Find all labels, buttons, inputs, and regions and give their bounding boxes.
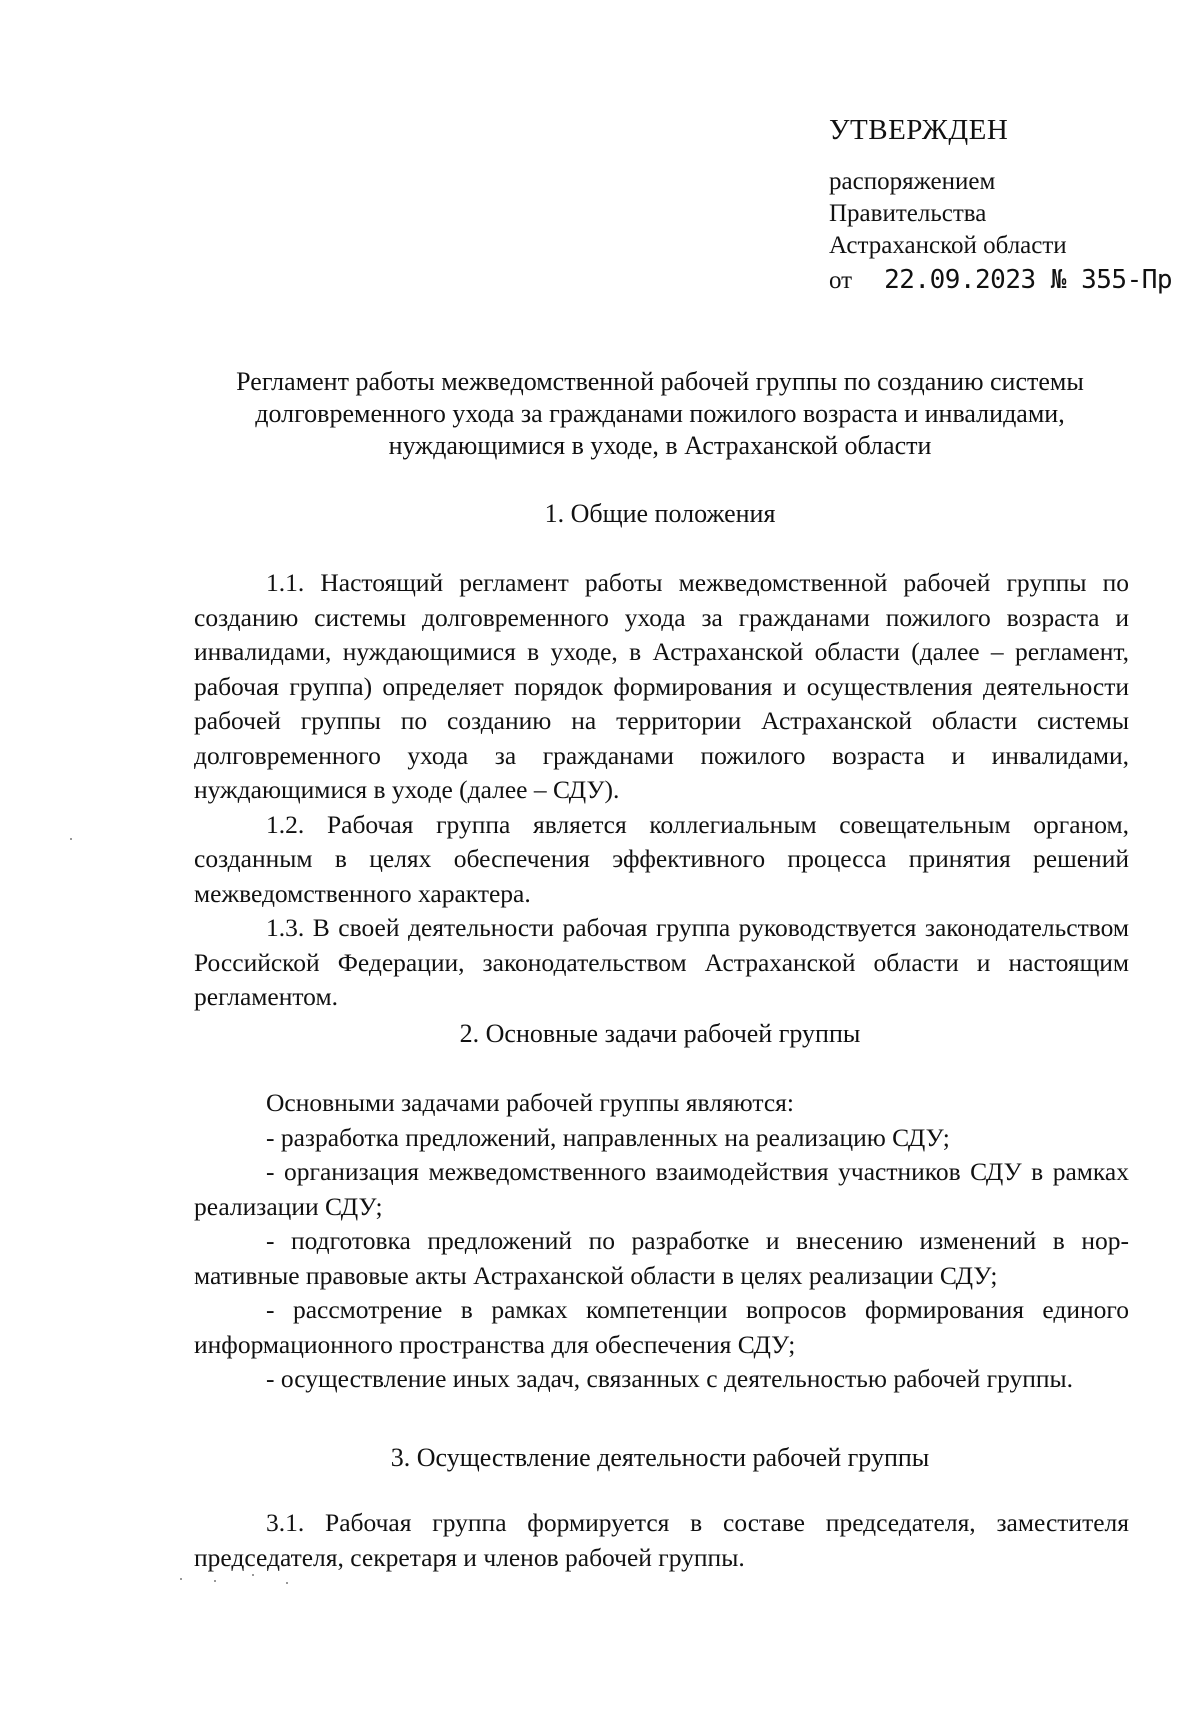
scan-speck: [214, 1580, 216, 1582]
date-prefix: от: [829, 267, 853, 294]
list-item: - разработка предложений, направленных на реализацию СДУ;: [266, 1122, 950, 1152]
list-item: - организация межведомственного взаимодействия участников СДУ в рамках реализации СДУ;: [194, 1157, 1129, 1221]
document-title-line: Регламент работы межведомственной рабочей группы по созданию системы: [236, 367, 1084, 396]
paragraph: 1.3. В своей деятельности рабочая группа руководствуется законодательством Российской Федерации, законодательством Астраханской области и настоящим регламентом.: [194, 913, 1129, 1011]
section-body: [194, 566, 1129, 1015]
paragraph: 1.2. Рабочая группа является коллегиальным совещательным органом, созданным в целях обеспечения эффективного процесса принятия решений межведомственного характера.: [194, 809, 1129, 908]
section-body: [194, 1506, 1129, 1575]
scan-speck: [252, 1574, 254, 1576]
date-and-number-stamp: 22.09.2023 № 355-Пр: [884, 265, 1173, 295]
scan-speck: [70, 838, 72, 840]
paragraph: 1.1. Настоящий регламент работы межведомственной рабочей группы по созданию системы долговременного ухода за гражданами пожилого возраста и инвалидами, нуждающимися в уходе, в Астраханской области (далее – регламент, рабочая группа) определяет порядок формирования и осуществления деятельности рабочей группы по созданию на территории Астраханской области системы долговременного ухода за гражданами пожилого возраста и инвалидами, нуждающимися в уходе (далее – СДУ).: [194, 568, 1129, 804]
approval-line: Правительства: [829, 200, 987, 227]
approval-line: распоряжением: [829, 168, 996, 195]
approval-date: [829, 262, 1173, 299]
scan-speck: [286, 1582, 288, 1584]
approval-title: УТВЕРЖДЕН: [829, 114, 1009, 146]
section-heading: 1. Общие положения: [544, 499, 776, 528]
document-title-line: нуждающимися в уходе, в Астраханской области: [388, 431, 932, 460]
document-title: [190, 366, 1130, 462]
list-item: - рассмотрение в рамках компетенции вопросов формирования единого информационного пространства для обеспечения СДУ;: [194, 1295, 1129, 1359]
section-heading: 3. Осуществление деятельности рабочей группы: [390, 1443, 930, 1472]
document-title-line: долговременного ухода за гражданами пожилого возраста и инвалидами,: [255, 399, 1065, 428]
scan-speck: [180, 1578, 182, 1580]
list-item: - подготовка предложений по разработке и внесению изменений в нормативные правовые акты Астраханской области в целях реализации СДУ;: [194, 1226, 1129, 1290]
approval-line: Астраханской области: [829, 232, 1067, 259]
section-heading: 2. Основные задачи рабочей группы: [459, 1019, 861, 1048]
approval-block: [829, 112, 1173, 299]
section-body: [194, 1086, 1129, 1397]
paragraph-intro: Основными задачами рабочей группы являются:: [266, 1088, 794, 1117]
paragraph: 3.1. Рабочая группа формируется в составе председателя, заместителя председателя, секретаря и членов рабочей группы.: [194, 1508, 1129, 1572]
list-item: - осуществление иных задач, связанных с деятельностью рабочей группы.: [266, 1364, 1074, 1393]
